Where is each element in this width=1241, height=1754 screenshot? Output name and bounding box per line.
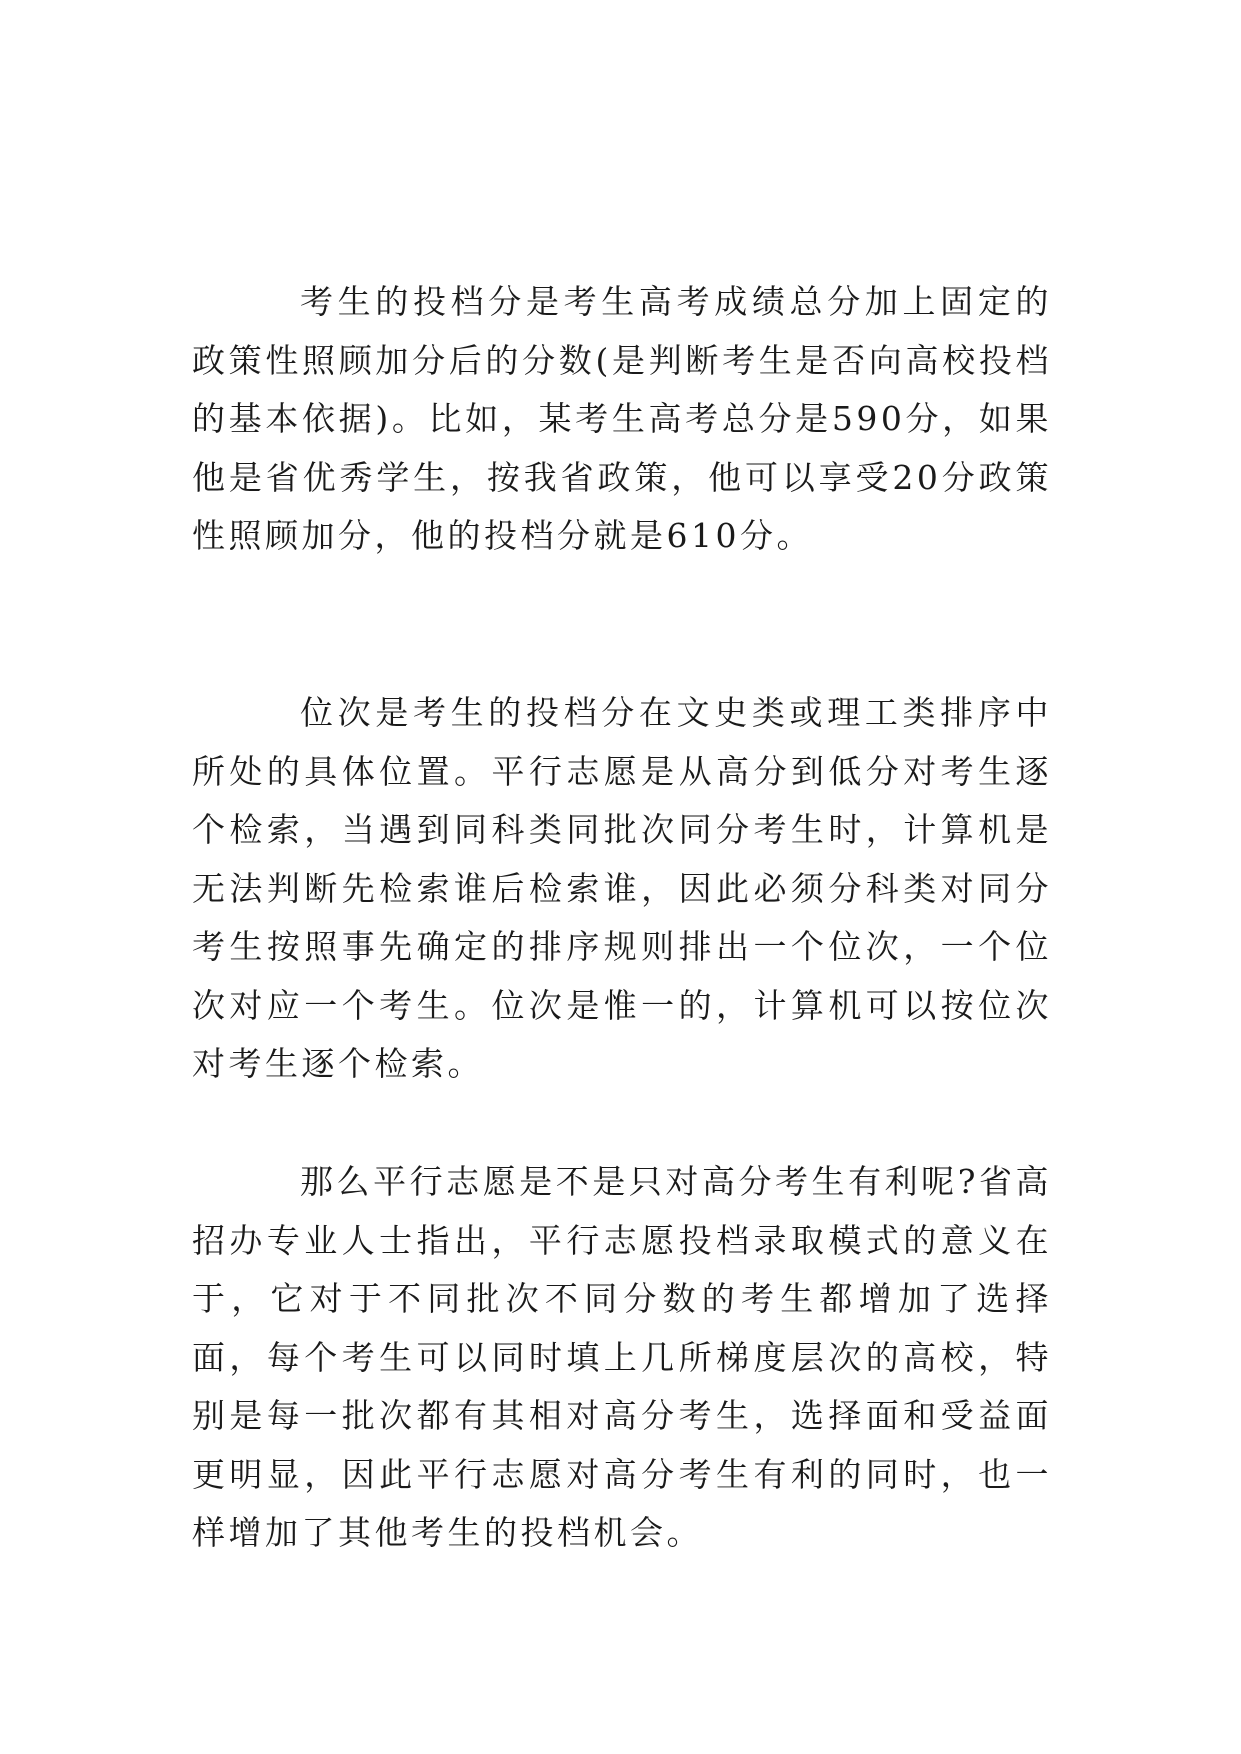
paragraph-rank: 位次是考生的投档分在文史类或理工类排序中所处的具体位置。平行志愿是从高分到低分对考生逐个检索，当遇到同科类同批次同分考生时，计算机是无法判断先检索谁后检索谁，因此必须分科类对同分考生按照事先确定的排序规则排出一个位次，一个位次对应一个考生。位次是惟一的，计算机可以按位次对考生逐个检索。 — [192, 693, 1052, 1083]
paragraph-investment-score: 考生的投档分是考生高考成绩总分加上固定的政策性照顾加分后的分数(是判断考生是否向高校投档的基本依据)。比如，某考生高考总分是590分，如果他是省优秀学生，按我省政策，他可以享受20分政策性照顾加分，他的投档分就是610分。 — [192, 282, 1052, 555]
paragraph-parallel-volunteer: 那么平行志愿是不是只对高分考生有利呢?省高招办专业人士指出，平行志愿投档录取模式的意义在于，它对于不同批次不同分数的考生都增加了选择面，每个考生可以同时填上几所梯度层次的高校，特别是每一批次都有其相对高分考生，选择面和受益面更明显，因此平行志愿对高分考生有利的同时，也一样增加了其他考生的投档机会。 — [192, 1162, 1052, 1552]
